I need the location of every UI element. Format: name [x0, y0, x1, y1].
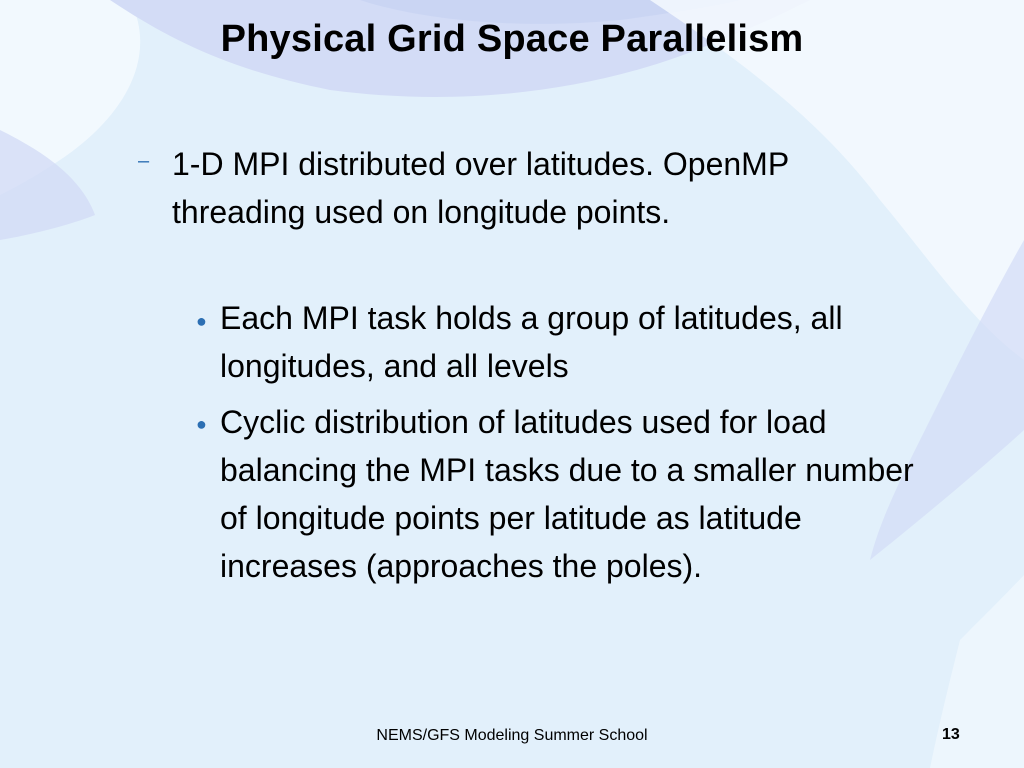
main-point-text: 1-D MPI distributed over latitudes. OpenMP threading used on longitude points.	[172, 146, 789, 230]
dot-bullet-icon: ●	[196, 311, 207, 331]
sub-point-text: Each MPI task holds a group of latitudes, all longitudes, and all levels	[220, 300, 843, 384]
footer-text: NEMS/GFS Modeling Summer School	[376, 727, 648, 744]
slide-title: Physical Grid Space Parallelism	[220, 18, 804, 60]
dot-bullet-icon: ●	[196, 414, 207, 434]
page-number: 13	[942, 726, 960, 743]
sub-point-text: Cyclic distribution of latitudes used for load balancing the MPI tasks due to a smaller number of longitude points per latitude as latitude increases (approaches the poles).	[220, 404, 914, 584]
dash-bullet-icon: –	[138, 150, 150, 172]
